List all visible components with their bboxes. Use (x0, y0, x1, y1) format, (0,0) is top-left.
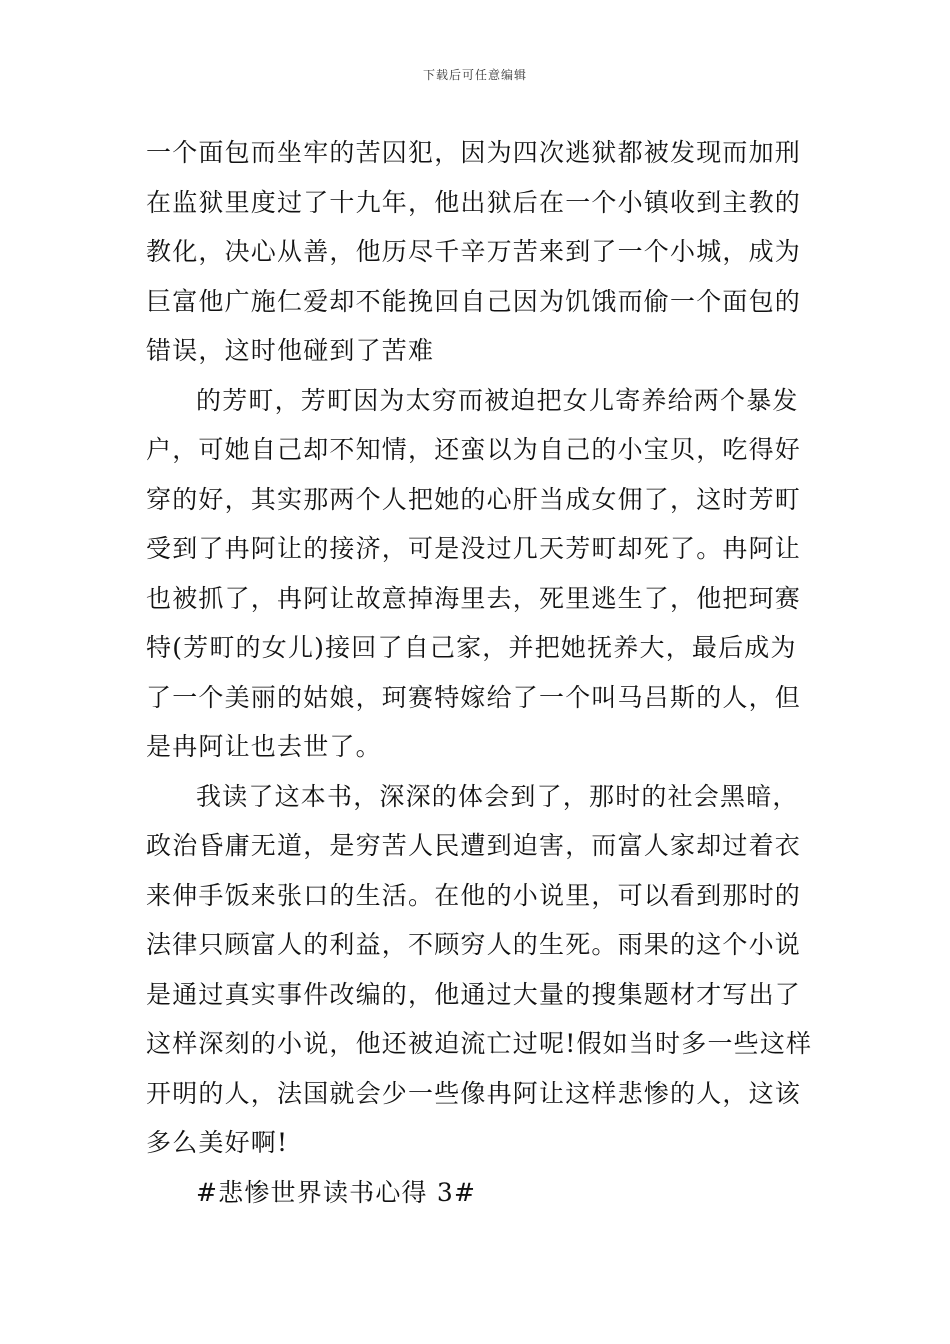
text-line: 也被抓了，冉阿让故意掉海里去，死里逃生了，他把珂赛 (146, 583, 802, 613)
paragraph-3 (146, 772, 813, 1168)
text-line: 受到了冉阿让的接济，可是没过几天芳町却死了。冉阿让 (146, 534, 802, 563)
paragraph-1 (146, 128, 806, 376)
section-heading: #悲惨世界读书心得 3# (196, 1177, 477, 1207)
text-line: 的芳町，芳町因为太穷而被迫把女儿寄养给两个暴发 (196, 385, 799, 415)
text-line: 是冉阿让也去世了。 (146, 732, 382, 761)
text-line: 这样深刻的小说，他还被迫流亡过呢!假如当时多一些这样 (146, 1029, 813, 1058)
text-line: 来伸手饭来张口的生活。在他的小说里，可以看到那时的 (146, 880, 802, 910)
text-line: 错误，这时他碰到了苦难 (146, 336, 435, 365)
paragraph-2 (146, 376, 806, 772)
text-line: 政治昏庸无道，是穷苦人民遭到迫害，而富人家却过着衣 (146, 831, 802, 860)
text-line: 穿的好，其实那两个人把她的心肝当成女佣了，这时芳町 (146, 484, 802, 514)
text-line: 我读了这本书，深深的体会到了，那时的社会黑暗， (196, 781, 799, 811)
text-line: 法律只顾富人的利益，不顾穷人的生死。雨果的这个小说 (146, 930, 802, 959)
page-header: 下载后可任意编辑 (422, 68, 527, 82)
document-body (146, 128, 813, 1217)
text-line: 开明的人，法国就会少一些像冉阿让这样悲惨的人，这该 (146, 1078, 802, 1108)
text-line: 一个面包而坐牢的苦囚犯，因为四次逃狱都被发现而加刑 (146, 138, 802, 167)
text-line: 多么美好啊! (146, 1128, 289, 1157)
text-line: 了一个美丽的姑娘，珂赛特嫁给了一个叫马吕斯的人，但 (146, 682, 802, 712)
text-line: 教化，决心从善，他历尽千辛万苦来到了一个小城，成为 (146, 237, 802, 266)
text-line: 是通过真实事件改编的，他通过大量的搜集题材才写出了 (146, 979, 802, 1009)
text-line: 特(芳町的女儿)接回了自己家，并把她抚养大，最后成为 (146, 633, 797, 662)
text-line: 户，可她自己却不知情，还蛮以为自己的小宝贝，吃得好 (146, 435, 802, 464)
text-line: 在监狱里度过了十九年，他出狱后在一个小镇收到主教的 (146, 187, 802, 217)
text-line: 巨富他广施仁爱却不能挽回自己因为饥饿而偷一个面包的 (146, 286, 802, 316)
